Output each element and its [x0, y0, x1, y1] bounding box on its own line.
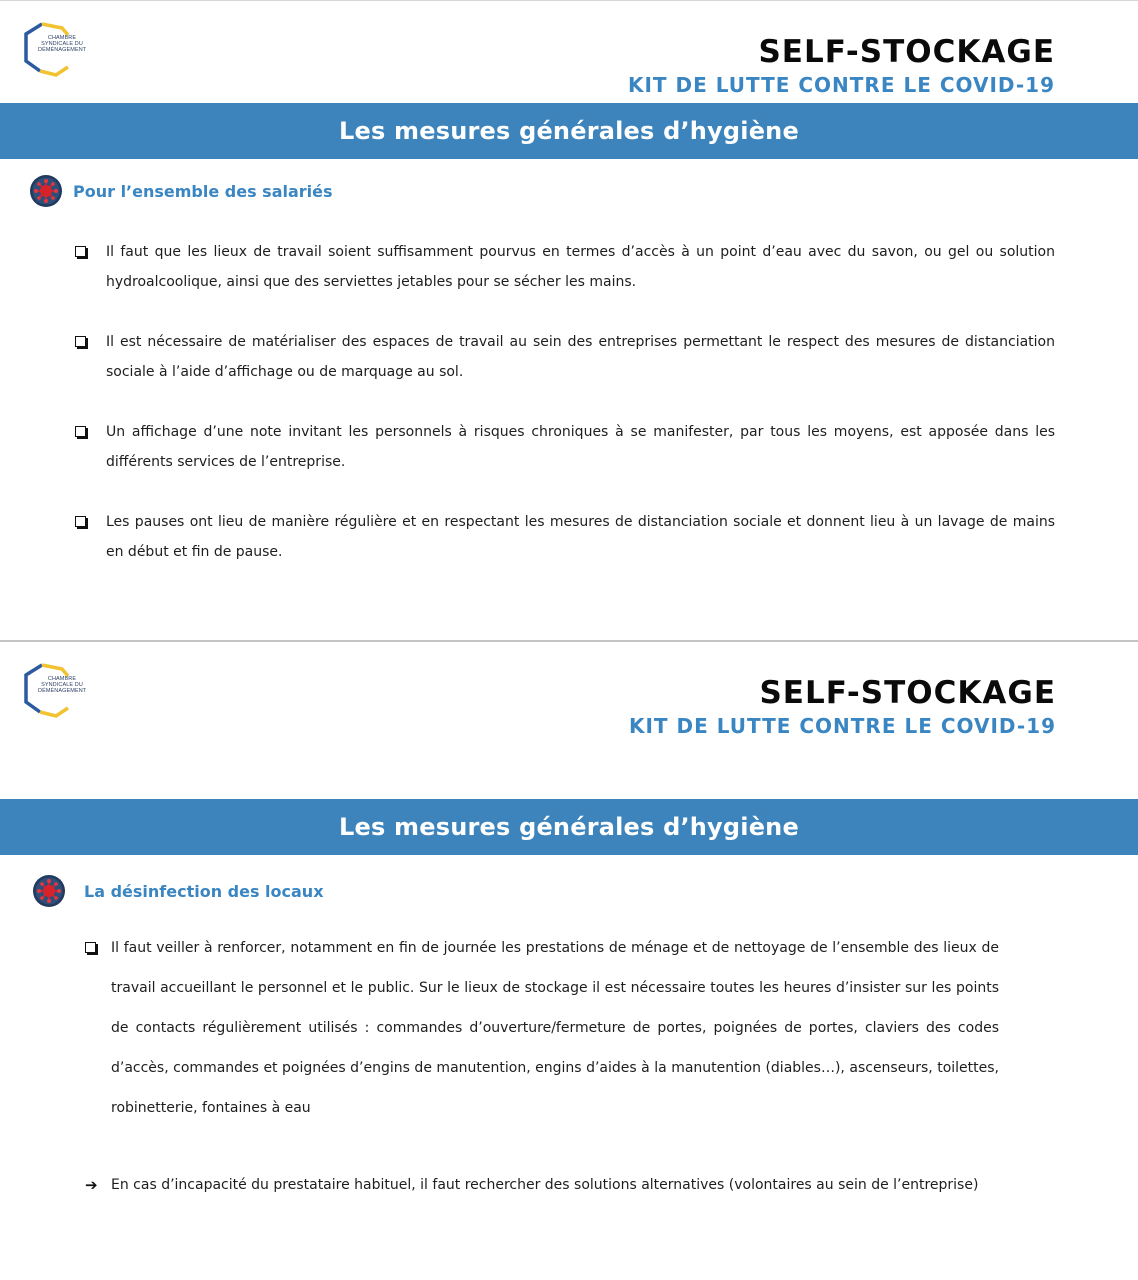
checkbox-bullet-icon — [85, 942, 96, 953]
checkbox-bullet-icon — [75, 336, 86, 347]
logo-line-1: CHAMBRE — [47, 676, 77, 682]
logo-line-2: SYNDICALE DU — [41, 41, 83, 47]
bullet-list — [75, 237, 1055, 597]
section-title: La désinfection des locaux — [84, 882, 324, 901]
logo-line-3: DÉMÉNAGEMENT — [38, 688, 87, 694]
logo-line-1: CHAMBRE — [47, 35, 77, 41]
logo-line-2: SYNDICALE DU — [41, 682, 83, 688]
section-banner — [0, 799, 1138, 855]
banner-title: Les mesures générales d’hygiène — [339, 813, 799, 841]
logo-line-3: DÉMÉNAGEMENT — [38, 47, 87, 53]
slide-hygiene-salaries — [0, 0, 1138, 639]
bullet-list — [85, 928, 999, 1128]
virus-icon — [32, 874, 66, 908]
list-item: Il est nécessaire de matérialiser des espaces de travail au sein des entreprises permettant le respect des mesures de distanciation sociale à l’aide d’affichage ou de marquage au sol. — [75, 327, 1055, 387]
page-title: SELF-STOCKAGE — [759, 675, 1056, 711]
chambre-syndicale-logo — [22, 21, 87, 79]
slide-desinfection-locaux — [0, 640, 1138, 1280]
section-title: Pour l’ensemble des salariés — [73, 182, 333, 201]
checkbox-bullet-icon — [75, 426, 86, 437]
section-banner — [0, 103, 1138, 159]
chambre-syndicale-logo — [22, 662, 87, 720]
page-title: SELF-STOCKAGE — [758, 34, 1055, 70]
list-item: Il faut que les lieux de travail soient suffisamment pourvus en termes d’accès à un point d’eau avec du savon, ou gel ou solution hydroalcoolique, ainsi que des serviettes jetables pour se sécher les mains. — [75, 237, 1055, 297]
list-item: Il faut veiller à renforcer, notamment en fin de journée les prestations de ménage et de nettoyage de l’ensemble des lieux de travail accueillant le personnel et le public. Sur le lieux de stockage il est nécessaire toutes les heures d’insister sur les points de contacts régulièrement utilisés : commandes d’ouverture/fermeture de portes, poignées de portes, claviers des codes d’accès, commandes et poignées d’engins de manutention, engins d’aides à la manutention (diables…), ascenseurs, toilettes, robinetterie, fontaines à eau — [85, 928, 999, 1128]
page-subtitle: KIT DE LUTTE CONTRE LE COVID-19 — [627, 73, 1055, 97]
list-item: Les pauses ont lieu de manière régulière et en respectant les mesures de distanciation sociale et donnent lieu à un lavage de mains en début et fin de pause. — [75, 507, 1055, 567]
page-subtitle: KIT DE LUTTE CONTRE LE COVID-19 — [628, 714, 1056, 738]
arrow-right-icon: ➔ — [85, 1177, 98, 1194]
banner-title: Les mesures générales d’hygiène — [339, 117, 799, 145]
alternative-note: ➔ En cas d’incapacité du prestataire habituel, il faut rechercher des solutions alternatives (volontaires au sein de l’entreprise) — [85, 1177, 979, 1194]
list-item: Un affichage d’une note invitant les personnels à risques chroniques à se manifester, par tous les moyens, est apposée dans les différents services de l’entreprise. — [75, 417, 1055, 477]
virus-icon — [29, 174, 63, 208]
checkbox-bullet-icon — [75, 516, 86, 527]
checkbox-bullet-icon — [75, 246, 86, 257]
